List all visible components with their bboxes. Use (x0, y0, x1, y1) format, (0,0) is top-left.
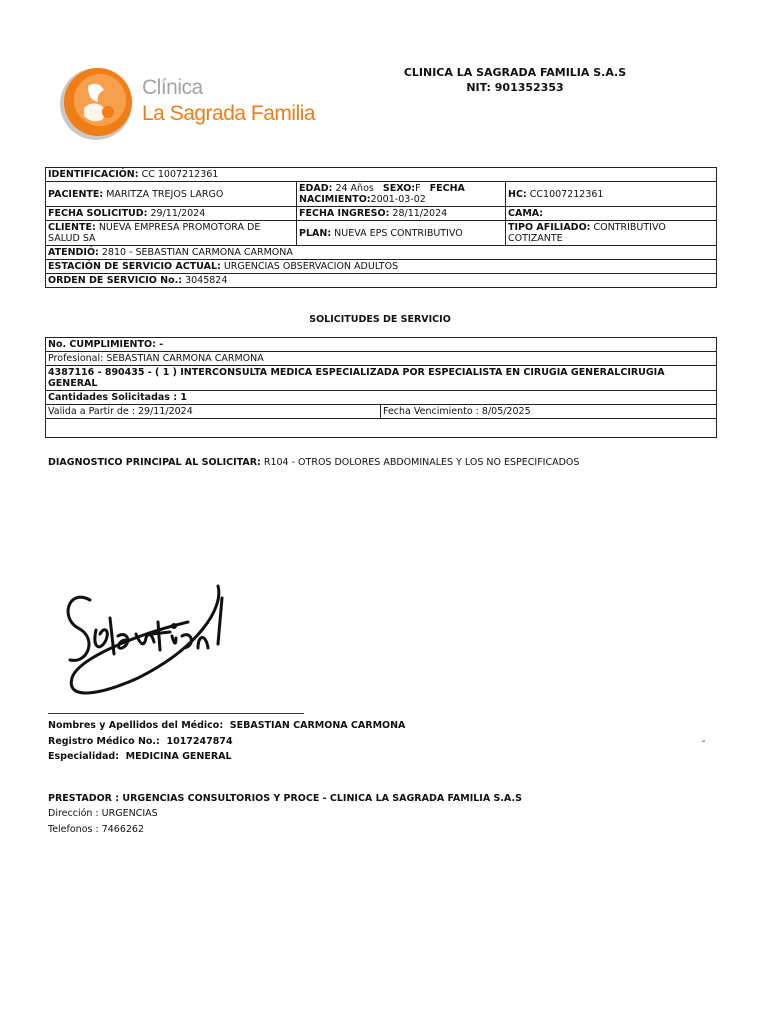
medico-registro-line: Registro Médico No.: 1017247874 (48, 736, 233, 747)
plan-cell: PLAN: NUEVA EPS CONTRIBUTIVO (297, 221, 506, 246)
prestador-line: PRESTADOR : URGENCIAS CONSULTORIOS Y PROCE - CLINICA LA SAGRADA FAMILIA S.A.S (48, 793, 522, 804)
medico-nombre-line: Nombres y Apellidos del Médico: SEBASTIAN CARMONA CARMONA (48, 720, 406, 731)
cama-cell: CAMA: (506, 207, 717, 221)
edad-sexo-cell: EDAD: 24 Años SEXO:F FECHA NACIMIENTO:2001-03-02 (297, 182, 506, 207)
clinic-logo-icon (58, 64, 142, 144)
logo-text-name: La Sagrada Familia (142, 102, 316, 125)
vencimiento-cell: Fecha Vencimiento : 8/05/2025 (381, 405, 717, 419)
hc-cell: HC: CC1007212361 (506, 182, 717, 207)
fecha-ingreso-cell: FECHA INGRESO: 28/11/2024 (297, 207, 506, 221)
identificacion-cell: IDENTIFICACIÓN: CC 1007212361 (46, 168, 717, 182)
profesional-cell: Profesional: SEBASTIAN CARMONA CARMONA (46, 352, 717, 366)
tipo-afiliado-cell: TIPO AFILIADO: CONTRIBUTIVO COTIZANTE (506, 221, 717, 246)
doctor-signature (48, 578, 238, 706)
valida-cell: Valida a Partir de : 29/11/2024 (46, 405, 381, 419)
prestador-telefonos: Telefonos : 7466262 (48, 824, 145, 835)
signature-image (48, 578, 238, 706)
atendio-cell: ATENDIÓ: 2810 - SEBASTIAN CARMONA CARMONA (46, 246, 717, 260)
diagnostico-label: DIAGNOSTICO PRINCIPAL AL SOLICITAR: (48, 457, 261, 468)
servicio-cell: 4387116 - 890435 - ( 1 ) INTERCONSULTA MEDICA ESPECIALIZADA POR ESPECIALISTA EN CIRUGIA GENERALCIRUGIA GENERAL (46, 366, 717, 391)
registro-dash: - (702, 736, 706, 747)
logo-text-clinica: Clínica (142, 76, 203, 99)
empty-cell (46, 419, 717, 438)
diagnostico-value: R104 - OTROS DOLORES ABDOMINALES Y LOS NO ESPECIFICADOS (263, 457, 580, 468)
section-title: SOLICITUDES DE SERVICIO (309, 314, 451, 325)
request-table (45, 337, 717, 438)
signature-line (48, 713, 304, 714)
patient-info-table (45, 167, 717, 288)
prestador-direccion: Dirección : URGENCIAS (48, 808, 158, 819)
company-name: CLINICA LA SAGRADA FAMILIA S.A.S (403, 66, 627, 79)
cumplimiento-cell: No. CUMPLIMIENTO: - (46, 338, 717, 352)
diagnostico-line (48, 457, 579, 468)
cantidades-cell: Cantidades Solicitadas : 1 (46, 391, 717, 405)
medico-especialidad-line: Especialidad: MEDICINA GENERAL (48, 751, 232, 762)
cliente-cell: CLIENTE: NUEVA EMPRESA PROMOTORA DE SALUD SA (46, 221, 297, 246)
orden-cell: ORDEN DE SERVICIO No.: 3045824 (46, 274, 717, 288)
fecha-solicitud-cell: FECHA SOLICITUD: 29/11/2024 (46, 207, 297, 221)
estacion-cell: ESTACIÓN DE SERVICIO ACTUAL: URGENCIAS OBSERVACION ADULTOS (46, 260, 717, 274)
paciente-cell: PACIENTE: MARITZA TREJOS LARGO (46, 182, 297, 207)
company-nit: NIT: 901352353 (466, 81, 564, 94)
